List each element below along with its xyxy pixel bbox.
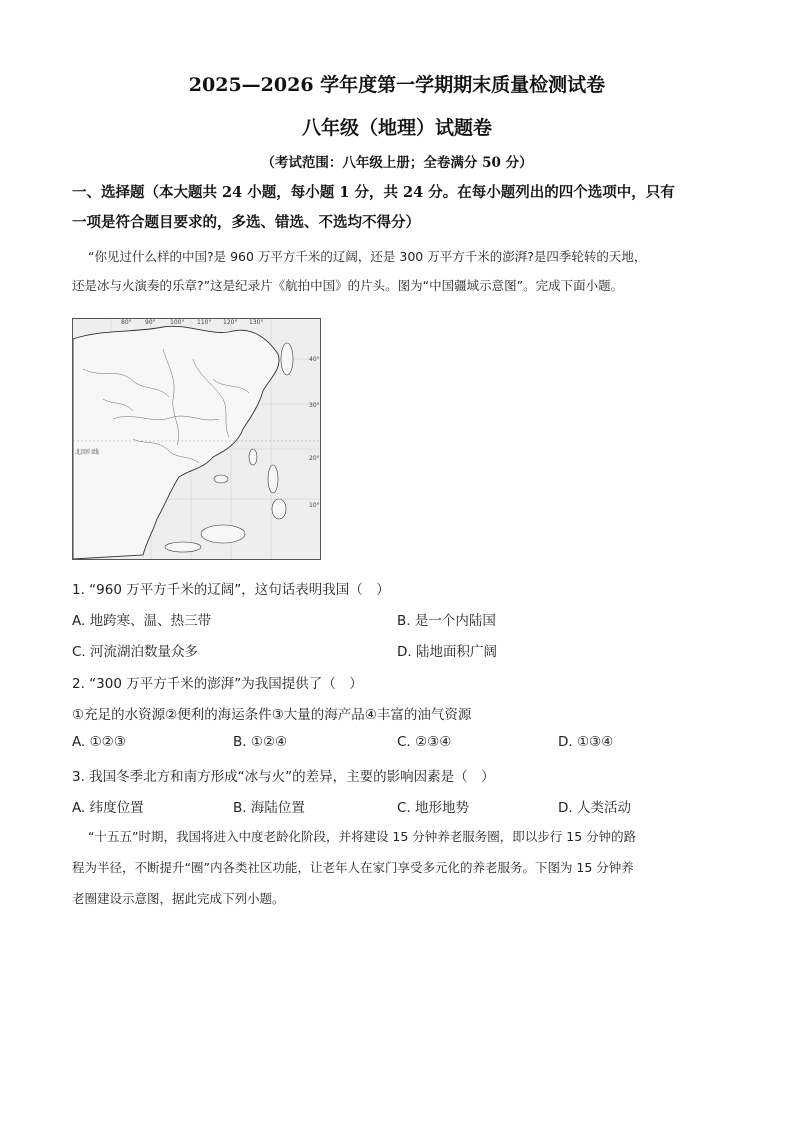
passage1-line2: 还是冰与火演奏的乐章?”这是纪录片《航拍中国》的片头。图为“中国疆域示意图”。完成下面小题。 — [72, 278, 624, 293]
question-2-stem: 2. “300 万平方千米的澎湃”为我国提供了（ ） — [72, 676, 363, 692]
exam-subtitle: 八年级（地理）试题卷 — [301, 117, 492, 139]
question-2-option-b[interactable]: B. ①②④ — [233, 734, 288, 750]
question-1-option-d[interactable]: D. 陆地面积广阔 — [397, 644, 497, 660]
section-heading-line2: 一项是符合题目要求的，多选、错选、不选均不得分） — [72, 214, 420, 231]
lat-label-20: 20° — [309, 455, 320, 462]
china-territory-map — [72, 318, 321, 560]
lon-label-110: 110° — [197, 319, 212, 326]
question-2-option-a[interactable]: A. ①②③ — [72, 734, 126, 750]
exam-title: 2025—2026 学年度第一学期期末质量检测试卷 — [188, 74, 606, 96]
question-1-stem: 1. “960 万平方千米的辽阔”，这句话表明我国（ ） — [72, 582, 390, 598]
lon-label-130: 130° — [249, 319, 264, 326]
question-3-option-b[interactable]: B. 海陆位置 — [233, 800, 305, 816]
question-2-statements: ①充足的水资源②便利的海运条件③大量的海产品④丰富的油气资源 — [72, 707, 472, 723]
lon-label-90: 90° — [145, 319, 156, 326]
lat-label-10: 10° — [309, 502, 320, 509]
tropic-label: 北回归线 — [75, 449, 100, 456]
passage2-line2: 程为半径，不断提升“圈”内各类社区功能，让老年人在家门享受多元化的养老服务。下图为 15 分钟养 — [72, 860, 634, 875]
lon-label-100: 100° — [170, 319, 185, 326]
lat-label-40: 40° — [309, 356, 320, 363]
question-2-option-c[interactable]: C. ②③④ — [397, 734, 452, 750]
question-1-option-a[interactable]: A. 地跨寒、温、热三带 — [72, 613, 212, 629]
passage2-line1: “十五五”时期，我国将进入中度老龄化阶段，并将建设 15 分钟养老服务圈，即以步行 15 分钟的路 — [88, 829, 637, 844]
question-1-option-b[interactable]: B. 是一个内陆国 — [397, 613, 496, 629]
map-drawing — [73, 319, 320, 559]
question-3-option-c[interactable]: C. 地形地势 — [397, 800, 470, 816]
question-3-option-d[interactable]: D. 人类活动 — [558, 800, 631, 816]
question-3-option-a[interactable]: A. 纬度位置 — [72, 800, 144, 816]
passage2-line3: 老圈建设示意图，据此完成下列小题。 — [72, 891, 285, 906]
exam-scope: （考试范围：八年级上册；全卷满分 50 分） — [261, 155, 533, 171]
question-3-stem: 3. 我国冬季北方和南方形成“冰与火”的差异，主要的影响因素是（ ） — [72, 769, 495, 785]
section-heading-line1: 一、选择题（本大题共 24 小题，每小题 1 分，共 24 分。在每小题列出的四个选项中，只有 — [72, 184, 675, 201]
passage1-line1: “你见过什么样的中国?是 960 万平方千米的辽阔，还是 300 万平方千米的澎湃?是四季轮转的天地， — [88, 249, 647, 264]
lat-label-30: 30° — [309, 402, 320, 409]
lon-label-80: 80° — [121, 319, 132, 326]
question-1-option-c[interactable]: C. 河流湖泊数量众多 — [72, 644, 199, 660]
question-2-option-d[interactable]: D. ①③④ — [558, 734, 614, 750]
lon-label-120: 120° — [223, 319, 238, 326]
